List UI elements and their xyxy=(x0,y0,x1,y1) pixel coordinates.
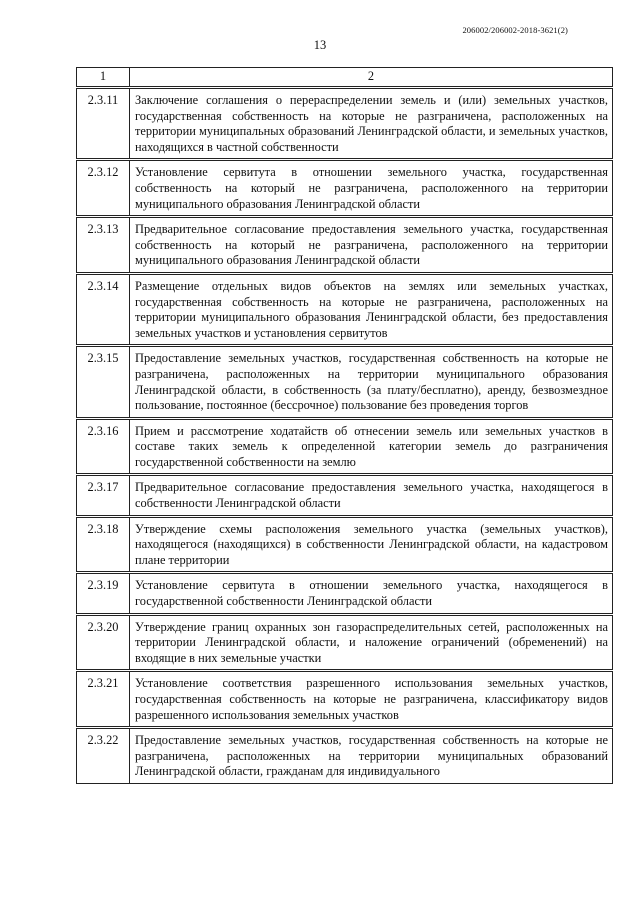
table-row xyxy=(77,614,613,671)
table-row xyxy=(77,88,613,160)
item-text: Установление соответствия разрешенного использования земельных участков, государственная собственность на которые не разграничена, классификатору видов разрешенного использования земельных участков xyxy=(130,671,613,728)
item-text: Предоставление земельных участков, государственная собственность на которые не разграничена, расположенных на территории муниципальных образований Ленинградской области, гражданам для индивидуального xyxy=(130,728,613,784)
item-number: 2.3.12 xyxy=(77,160,130,217)
item-text: Прием и рассмотрение ходатайств об отнесении земель или земельных участков в составе таких земель к определенной категории земель до разграничения государственной собственности на землю xyxy=(130,418,613,475)
item-number: 2.3.14 xyxy=(77,273,130,345)
item-text: Утверждение схемы расположения земельного участка (земельных участков), находящегося (находящихся) в собственности Ленинградской области, на кадастровом плане территории xyxy=(130,516,613,573)
item-number: 2.3.19 xyxy=(77,573,130,614)
item-text: Предварительное согласование предоставления земельного участка, находящегося в собственности Ленинградской области xyxy=(130,475,613,516)
item-text: Размещение отдельных видов объектов на землях или земельных участках, государственная собственность на которые не разграничена, расположенных на территории муниципального образования Ленинградской области, без предоставления земельных участков и установления сервитутов xyxy=(130,273,613,345)
item-text: Установление сервитута в отношении земельного участка, государственная собственность на который не разграничена, расположенного на территории муниципального образования Ленинградской области xyxy=(130,160,613,217)
item-number: 2.3.15 xyxy=(77,346,130,418)
table-row xyxy=(77,273,613,345)
table-row xyxy=(77,573,613,614)
table-row xyxy=(77,475,613,516)
table-row xyxy=(77,346,613,418)
item-number: 2.3.20 xyxy=(77,614,130,671)
item-number: 2.3.11 xyxy=(77,88,130,160)
column-header-1: 1 xyxy=(77,68,130,88)
item-text: Установление сервитута в отношении земельного участка, находящегося в государственной собственности Ленинградской области xyxy=(130,573,613,614)
item-number: 2.3.13 xyxy=(77,217,130,274)
table-row xyxy=(77,516,613,573)
table-row xyxy=(77,160,613,217)
services-table xyxy=(76,67,613,784)
table-row xyxy=(77,671,613,728)
item-number: 2.3.18 xyxy=(77,516,130,573)
item-text: Утверждение границ охранных зон газораспределительных сетей, расположенных на территории Ленинградской области, и наложение ограничений (обременений) на входящие в них земельные участки xyxy=(130,614,613,671)
item-text: Заключение соглашения о перераспределении земель и (или) земельных участков, государственная собственность на которые не разграничена, расположенных на территории муниципальных образований Ленинградской области, и земельных участков, находящихся в частной собственности xyxy=(130,88,613,160)
table-row xyxy=(77,418,613,475)
item-number: 2.3.22 xyxy=(77,728,130,784)
item-text: Предоставление земельных участков, государственная собственность на которые не разграничена, расположенных на территории муниципального образования Ленинградской области, в собственность (за плату/бесплатно), аренду, безвозмездное пользование, постоянное (бессрочное) пользование без проведения торгов xyxy=(130,346,613,418)
table-row xyxy=(77,217,613,274)
item-number: 2.3.17 xyxy=(77,475,130,516)
column-header-2: 2 xyxy=(130,68,613,88)
item-number: 2.3.21 xyxy=(77,671,130,728)
document-id: 206002/206002-2018-3621(2) xyxy=(462,25,568,35)
item-number: 2.3.16 xyxy=(77,418,130,475)
item-text: Предварительное согласование предоставления земельного участка, государственная собственность на который не разграничена, расположенного на территории муниципального образования Ленинградской области xyxy=(130,217,613,274)
table-row xyxy=(77,728,613,784)
page-number: 13 xyxy=(313,38,327,52)
table-header-row xyxy=(77,68,613,88)
